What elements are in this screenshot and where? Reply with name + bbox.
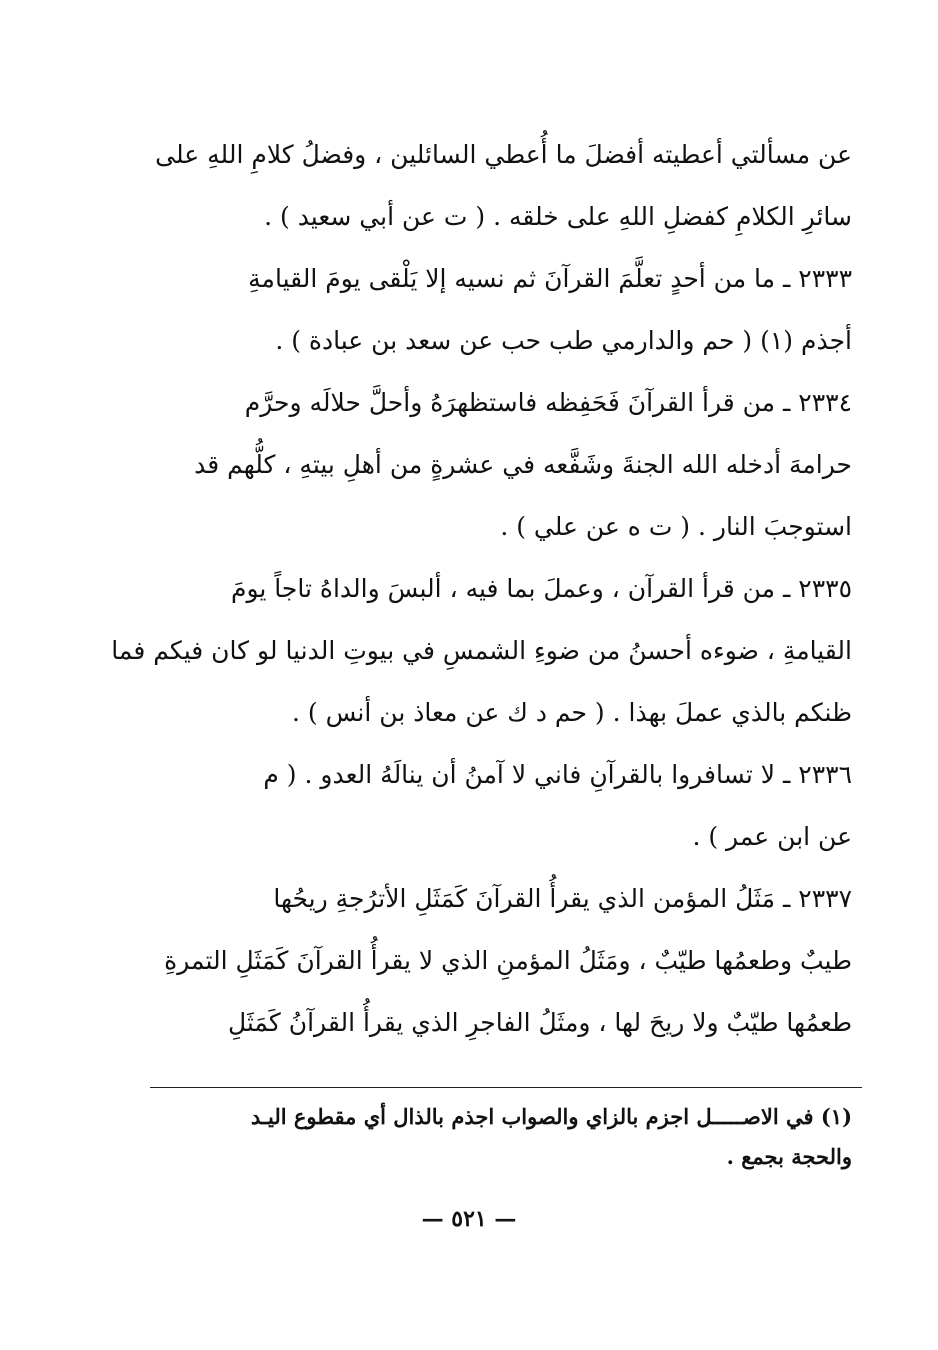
hadith-2334-line: ٢٣٣٤ ـ من قرأ القرآنَ فَحَفِظه فاستظهرَهُ وأحلَّ حلالَه وحرَّم xyxy=(244,388,852,417)
hadith-2336-line: ٢٣٣٦ ـ لا تسافروا بالقرآنِ فاني لا آمنُ أن ينالَهُ العدو . ( م xyxy=(263,760,852,789)
text-line: طعمُها طيّبٌ ولا ريحَ لها ، ومثَلُ الفاجرِ الذي يقرأُ القرآنُ كَمَثَلِ xyxy=(227,1008,852,1037)
text-line: حرامهَ أدخله الله الجنةَ وشَفَّعه في عشرةٍ من أهلِ بيتهِ ، كلُّهم قد xyxy=(194,450,852,479)
text-line: ظنكم بالذي عملَ بهذا . ( حم د ك عن معاذ بن أنس ) . xyxy=(291,698,852,727)
text-line: عن مسألتي أعطيته أفضلَ ما أُعطي السائلين ، وفضلُ كلامِ اللهِ على xyxy=(155,140,852,169)
text-line: استوجبَ النار . ( ت ه عن علي ) . xyxy=(500,512,852,541)
page-number: — ٥٢١ — xyxy=(421,1206,517,1232)
hadith-2333-line: ٢٣٣٣ ـ ما من أحدٍ تعلَّمَ القرآنَ ثم نسيه إلا يَلْقى يومَ القيامةِ xyxy=(248,264,852,293)
footnote-line: والحجة بجمع . xyxy=(726,1144,852,1169)
footnote-divider xyxy=(150,1087,862,1088)
text-line: القيامةِ ، ضوءه أحسنُ من ضوءِ الشمسِ في بيوتِ الدنيا لو كان فيكم فما xyxy=(111,636,852,665)
text-line: سائرِ الكلامِ كفضلِ اللهِ على خلقه . ( ت عن أبي سعيد ) . xyxy=(264,202,852,231)
footnote-line: (١) في الاصـــــل اجزم بالزاي والصواب اجذم بالذال أي مقطوع اليـد xyxy=(250,1104,852,1129)
text-line: طيبٌ وطعمُها طيّبٌ ، ومَثَلُ المؤمنِ الذي لا يقرأُ القرآنَ كَمَثَلِ التمرةِ xyxy=(164,946,852,975)
hadith-2337-line: ٢٣٣٧ ـ مَثَلُ المؤمن الذي يقرأُ القرآنَ كَمَثَلِ الأترُجةِ ريحُها xyxy=(273,884,852,913)
text-line: عن ابن عمر ) . xyxy=(692,822,852,851)
main-text-block xyxy=(111,140,852,1070)
footnote-block xyxy=(150,1104,852,1184)
hadith-2335-line: ٢٣٣٥ ـ من قرأ القرآن ، وعملَ بما فيه ، ألبسَ والداهُ تاجاً يومَ xyxy=(231,574,852,603)
text-line: أجذم (١) ( حم والدارمي طب حب عن سعد بن عبادة ) . xyxy=(275,326,852,355)
